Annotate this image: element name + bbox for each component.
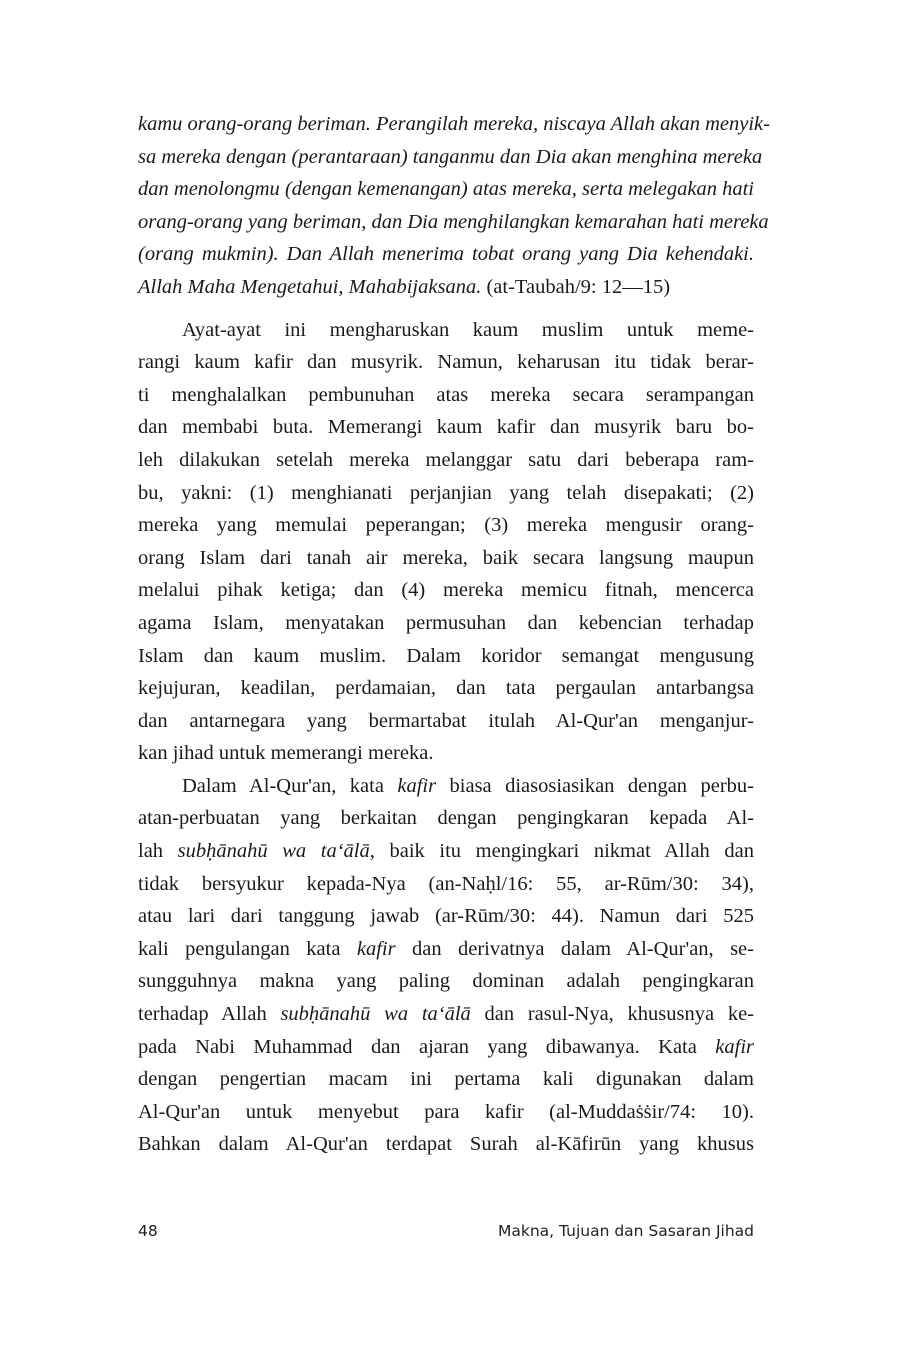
paragraph-line: tidak bersyukur kepada-Nya (an-Naḥl/16: 55, ar-Rūm/30: 34), [138, 872, 754, 895]
paragraph-line: rangi kaum kafir dan musyrik. Namun, keharusan itu tidak berar- [138, 351, 754, 374]
italic-term: kafir [715, 1035, 754, 1058]
quote-line: sa mereka dengan (perantaraan) tanganmu dan Dia akan menghina mereka [138, 145, 763, 168]
paragraph-line: Bahkan dalam Al-Qur'an terdapat Surah al-Kāfirūn yang khusus [138, 1133, 754, 1156]
text-run: dan derivatnya dalam Al-Qur'an, se- [395, 937, 754, 960]
paragraph-line: kan jihad untuk memerangi mereka. [138, 742, 434, 765]
paragraph-line: melalui pihak ketiga; dan (4) mereka memicu fitnah, mencerca [138, 579, 754, 602]
quote-line-final [138, 271, 754, 304]
paragraph-line: leh dilakukan setelah mereka melanggar satu dari beberapa ram- [138, 448, 754, 471]
running-title: Makna, Tujuan dan Sasaran Jihad [498, 1222, 754, 1240]
paragraph-line: atau lari dari tanggung jawab (ar-Rūm/30: 44). Namun dari 525 [138, 905, 754, 928]
paragraph-line [138, 835, 754, 868]
italic-term: subḥānahū wa ta‘ālā [280, 1003, 471, 1026]
text-run: pada Nabi Muhammad dan ajaran yang dibawanya. Kata [138, 1035, 716, 1058]
page-body [138, 108, 770, 1161]
paragraph-line: kejujuran, keadilan, perdamaian, dan tata pergaulan antarbangsa [138, 677, 754, 700]
paragraph-line: ti menghalalkan pembunuhan atas mereka secara serampangan [138, 383, 754, 406]
text-run: terhadap Allah [138, 1003, 281, 1026]
paragraph-line: orang Islam dari tanah air mereka, baik secara langsung maupun [138, 546, 754, 569]
quote-line: (orang mukmin). Dan Allah menerima tobat orang yang Dia kehendaki. [138, 243, 754, 266]
page-number: 48 [138, 1222, 158, 1240]
paragraph-1 [138, 314, 754, 770]
quote-line: orang-orang yang beriman, dan Dia menghilangkan kemarahan hati mereka [138, 210, 769, 233]
paragraph-line: bu, yakni: (1) menghianati perjanjian yang telah disepakati; (2) [138, 481, 754, 504]
quote-text: Allah Maha Mengetahui, Mahabijaksana. [138, 275, 482, 298]
quote-line: kamu orang-orang beriman. Perangilah mereka, niscaya Allah akan menyik- [138, 113, 770, 135]
paragraph-line: Al-Qur'an untuk menyebut para kafir (al-Muddaṡṡir/74: 10). [138, 1100, 754, 1123]
paragraph-line: dengan pengertian macam ini pertama kali digunakan dalam [138, 1068, 754, 1091]
italic-term: subḥānahū wa ta‘ālā [177, 840, 370, 863]
paragraph-2 [138, 770, 754, 1161]
paragraph-line [138, 1031, 754, 1064]
paragraph-line: agama Islam, menyatakan permusuhan dan kebencian terhadap [138, 611, 754, 634]
italic-term: kafir [397, 774, 437, 797]
text-run: lah [138, 840, 178, 863]
paragraph-line: mereka yang memulai peperangan; (3) mereka mengusir orang- [138, 514, 754, 537]
paragraph-line [138, 770, 754, 803]
paragraph-line: Ayat-ayat ini mengharuskan kaum muslim untuk meme- [182, 318, 754, 341]
paragraph-line [138, 933, 754, 966]
page-footer [138, 1222, 754, 1246]
paragraph-line [138, 998, 754, 1031]
text-run: , baik itu mengingkari nikmat Allah dan [369, 840, 755, 863]
paragraph-line: atan-perbuatan yang berkaitan dengan pengingkaran kepada Al- [138, 807, 754, 830]
quote-citation: (at-Taubah/9: 12—15) [481, 275, 671, 298]
paragraph-line: Islam dan kaum muslim. Dalam koridor semangat mengusung [138, 644, 754, 667]
quran-quote [138, 108, 770, 304]
italic-term: kafir [356, 937, 396, 960]
text-run: biasa diasosiasikan dengan perbu- [436, 774, 755, 797]
text-run: dan rasul-Nya, khususnya ke- [470, 1003, 755, 1026]
paragraph-line: dan antarnegara yang bermartabat itulah Al-Qur'an menganjur- [138, 709, 754, 732]
text-run: kali pengulangan kata [138, 937, 357, 960]
paragraph-line: sungguhnya makna yang paling dominan adalah pengingkaran [138, 970, 754, 993]
text-run: Dalam Al-Qur'an, kata [182, 774, 398, 797]
paragraph-line: dan membabi buta. Memerangi kaum kafir dan musyrik baru bo- [138, 416, 754, 439]
quote-line: dan menolongmu (dengan kemenangan) atas mereka, serta melegakan hati [138, 178, 754, 201]
